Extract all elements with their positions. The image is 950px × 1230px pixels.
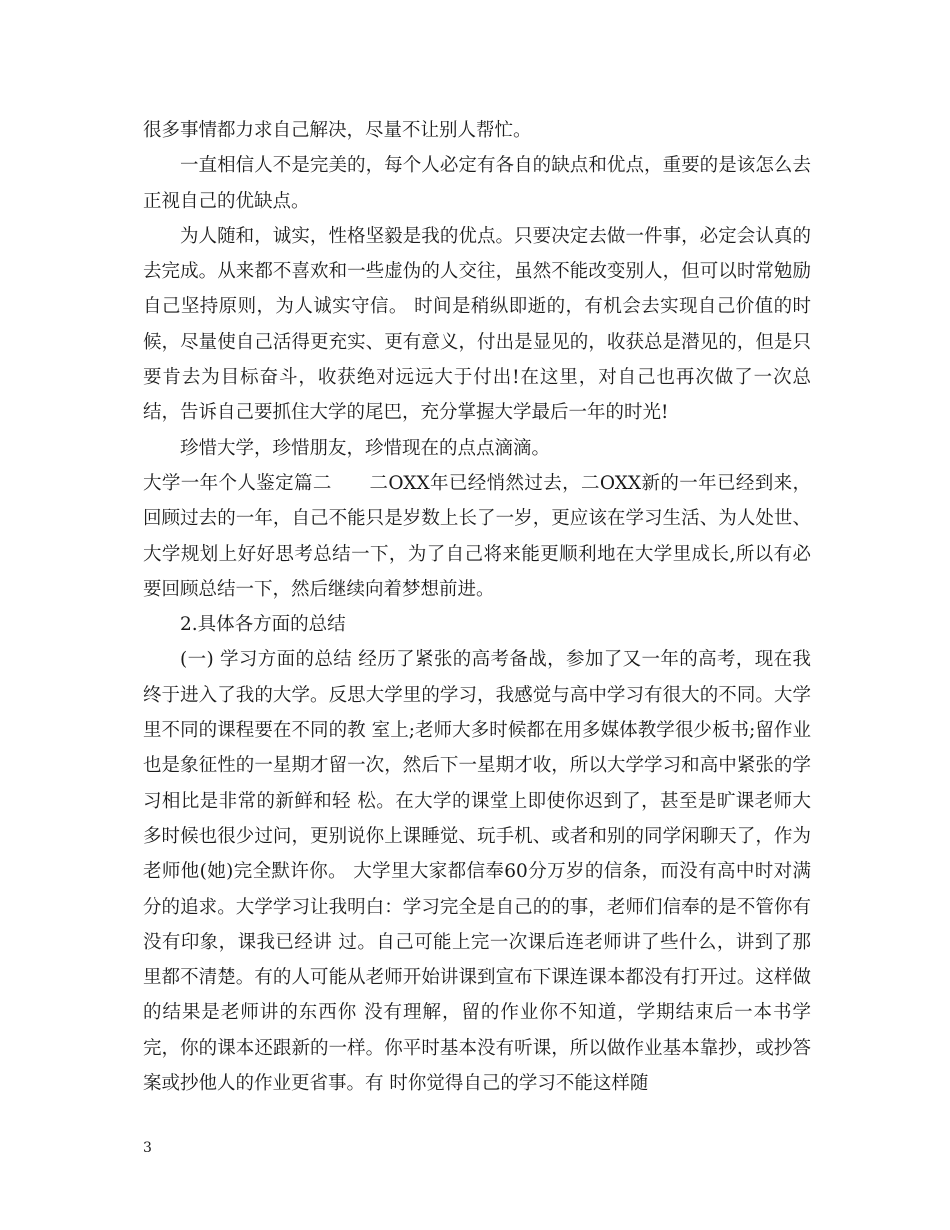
body-text: [143, 113, 811, 1101]
subsection-heading: 2.具体各方面的总结: [180, 614, 346, 636]
page-number: 3: [143, 1140, 152, 1156]
paragraph: (一) 学习方面的总结 经历了紧张的高考备战，参加了又一年的高考，现在我终于进入了我的大学。反思大学里的学习，我感觉与高中学习有很大的不同。大学里不同的课程要在不同的教 室上;老师大多时候都在用多媒体教学很少板书;留作业也是象征性的一星期才留一次，然后下一星期才收，所以大学学习和高中紧张的学习相比是非常的新鲜和轻 松。在大学的课堂上即使你迟到了，甚至是旷课老师大多时候也很少过问，更别说你上课睡觉、玩手机、或者和别的同学闲聊天了，作为老师他(她)完全默许你。 大学里大家都信奉60分万岁的信条，而没有高中时对满分的追求。大学学习让我明白：学习完全是自己的的事，老师们信奉的是不管你有没有印象，课我已经讲 过。自己可能上完一次课后连老师讲了些什么，讲到了那里都不清楚。有的人可能从老师开始讲课到宣布下课连课本都没有打开过。这样做的结果是老师讲的东西你 没有理解，留的作业你不知道，学期结束后一本书学完，你的课本还跟新的一样。你平时基本没有听课，所以做作业基本靠抄，或抄答案或抄他人的作业更省事。有 时你觉得自己的学习不能这样随: [143, 649, 811, 1095]
paragraph: 为人随和，诚实，性格坚毅是我的优点。只要决定去做一件事，必定会认真的去完成。从来都不喜欢和一些虚伪的人交往，虽然不能改变别人，但可以时常勉励自己坚持原则，为人诚实守信。 时间是稍纵即逝的，有机会去实现自己价值的时候，尽量使自己活得更充实、更有意义，付出是显见的，收获总是潜见的，但是只要肯去为目标奋斗，收获绝对远远大于付出!在这里，对自己也再次做了一次总结，告诉自己要抓住大学的尾巴，充分掌握大学最后一年的时光!: [143, 225, 811, 424]
paragraph: 很多事情都力求自己解决，尽量不让别人帮忙。: [143, 120, 532, 141]
paragraph: 一直相信人不是完美的，每个人必定有各自的缺点和优点，重要的是该怎么去正视自己的优缺点。: [143, 155, 811, 212]
paragraph: 珍惜大学，珍惜朋友，珍惜现在的点点滴滴。: [180, 437, 551, 459]
section-heading-paragraph: 大学一年个人鉴定篇二 二OXX年已经悄然过去，二OXX新的一年已经到来，回顾过去的一年，自己不能只是岁数上长了一岁，更应该在学习生活、为人处世、大学规划上好好思考总结一下，为了自己将来能更顺利地在大学里成长,所以有必要回顾总结一下，然后继续向着梦想前进。: [143, 472, 811, 600]
